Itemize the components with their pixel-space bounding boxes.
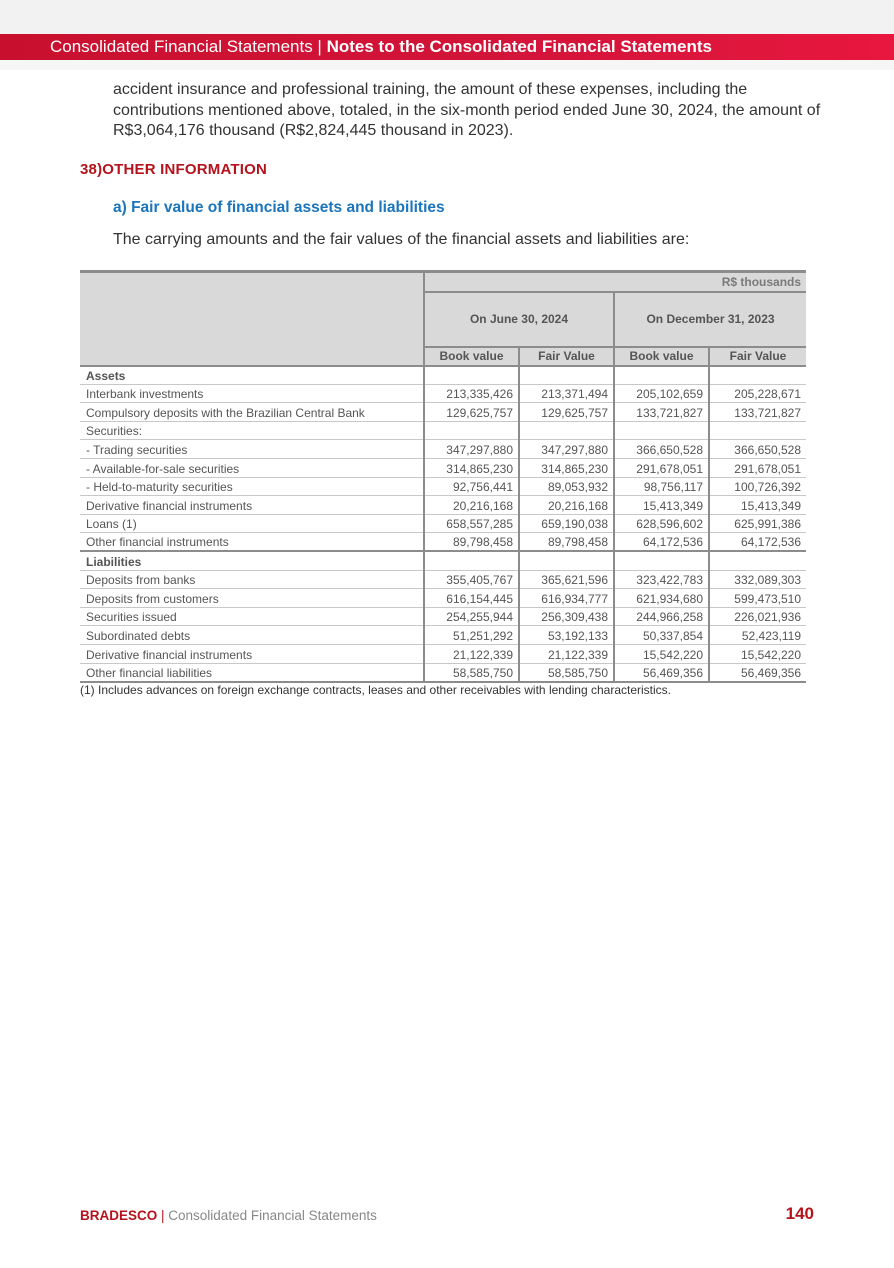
row-value: 355,405,767: [424, 570, 519, 589]
footer-brand: BRADESCO: [80, 1208, 158, 1223]
row-label: Other financial instruments: [80, 533, 424, 552]
row-value: [519, 551, 614, 570]
table-row: [80, 421, 806, 440]
row-value: 213,371,494: [519, 384, 614, 403]
header-subsection: Notes to the Consolidated Financial Statements: [326, 37, 712, 56]
period-header-dec-2023: On December 31, 2023: [614, 292, 806, 347]
row-label: - Available-for-sale securities: [80, 458, 424, 477]
row-value: 366,650,528: [709, 440, 806, 459]
row-label: Deposits from customers: [80, 589, 424, 608]
row-value: 599,473,510: [709, 589, 806, 608]
row-value: 89,053,932: [519, 477, 614, 496]
column-header: Book value: [614, 347, 709, 366]
period-header-june-2024: On June 30, 2024: [424, 292, 614, 347]
page-number: 140: [785, 1204, 814, 1223]
row-value: [424, 366, 519, 385]
row-label: - Trading securities: [80, 440, 424, 459]
sub-heading: a) Fair value of financial assets and liabilities: [113, 199, 445, 216]
table-row: [80, 384, 806, 403]
row-value: 658,557,285: [424, 514, 519, 533]
row-value: 129,625,757: [519, 403, 614, 422]
row-value: 616,934,777: [519, 589, 614, 608]
row-value: 52,423,119: [709, 626, 806, 645]
row-value: 226,021,936: [709, 607, 806, 626]
table-row: [80, 440, 806, 459]
column-header: Fair Value: [709, 347, 806, 366]
row-value: 616,154,445: [424, 589, 519, 608]
fair-value-table: [80, 270, 806, 683]
row-value: 659,190,038: [519, 514, 614, 533]
row-label: Compulsory deposits with the Brazilian Central Bank: [80, 403, 424, 422]
row-value: [709, 366, 806, 385]
row-value: 56,469,356: [709, 663, 806, 682]
row-value: 621,934,680: [614, 589, 709, 608]
row-value: 628,596,602: [614, 514, 709, 533]
row-value: [519, 421, 614, 440]
row-label: Subordinated debts: [80, 626, 424, 645]
table-row: [80, 477, 806, 496]
row-label: Assets: [80, 366, 424, 385]
table-row: [80, 533, 806, 552]
column-header: Fair Value: [519, 347, 614, 366]
row-value: 21,122,339: [519, 644, 614, 663]
row-label: Derivative financial instruments: [80, 644, 424, 663]
table-row: [80, 514, 806, 533]
row-value: 58,585,750: [424, 663, 519, 682]
row-value: 56,469,356: [614, 663, 709, 682]
page-header: [0, 34, 894, 60]
intro-paragraph: accident insurance and professional training, the amount of these expenses, including the contributions mentioned above, totaled, in the six-month period ended June 30, 2024, the amount of R$3,064,176 thousand (R$2,824,445 thousand in 2023).: [113, 81, 821, 139]
row-value: 50,337,854: [614, 626, 709, 645]
row-value: 314,865,230: [519, 458, 614, 477]
row-label: Deposits from banks: [80, 570, 424, 589]
row-value: 100,726,392: [709, 477, 806, 496]
row-value: 51,251,292: [424, 626, 519, 645]
row-label: Liabilities: [80, 551, 424, 570]
table-row: [80, 589, 806, 608]
row-value: 291,678,051: [614, 458, 709, 477]
row-value: 314,865,230: [424, 458, 519, 477]
row-value: [614, 366, 709, 385]
row-value: 332,089,303: [709, 570, 806, 589]
table-footnote: (1) Includes advances on foreign exchange contracts, leases and other receivables with lending characteristics.: [80, 683, 671, 697]
row-value: 366,650,528: [614, 440, 709, 459]
row-value: 244,966,258: [614, 607, 709, 626]
row-value: 213,335,426: [424, 384, 519, 403]
table-body: [80, 366, 806, 682]
row-value: 256,309,438: [519, 607, 614, 626]
row-value: [709, 551, 806, 570]
row-value: 89,798,458: [519, 533, 614, 552]
row-value: 15,413,349: [709, 496, 806, 515]
row-value: 20,216,168: [424, 496, 519, 515]
table-row: [80, 570, 806, 589]
row-value: 291,678,051: [709, 458, 806, 477]
row-label: Other financial liabilities: [80, 663, 424, 682]
row-value: 15,413,349: [614, 496, 709, 515]
row-value: 347,297,880: [424, 440, 519, 459]
row-value: 98,756,117: [614, 477, 709, 496]
table-row: [80, 663, 806, 682]
row-value: [614, 551, 709, 570]
table-row: [80, 403, 806, 422]
section-heading: 38)OTHER INFORMATION: [80, 161, 268, 178]
row-value: 254,255,944: [424, 607, 519, 626]
row-value: 625,991,386: [709, 514, 806, 533]
row-value: 205,228,671: [709, 384, 806, 403]
row-value: 20,216,168: [519, 496, 614, 515]
footer-separator: |: [157, 1208, 169, 1223]
row-label: Securities issued: [80, 607, 424, 626]
row-value: 58,585,750: [519, 663, 614, 682]
row-value: 92,756,441: [424, 477, 519, 496]
row-value: 15,542,220: [614, 644, 709, 663]
row-value: 347,297,880: [519, 440, 614, 459]
table-row: [80, 644, 806, 663]
row-value: 64,172,536: [614, 533, 709, 552]
row-value: 53,192,133: [519, 626, 614, 645]
row-label: Loans (1): [80, 514, 424, 533]
footer-title: Consolidated Financial Statements: [168, 1208, 377, 1223]
row-value: [424, 551, 519, 570]
header-section: Consolidated Financial Statements: [50, 37, 313, 56]
row-value: 15,542,220: [709, 644, 806, 663]
row-value: [424, 421, 519, 440]
top-band: [0, 0, 894, 34]
row-label: Interbank investments: [80, 384, 424, 403]
table-row: [80, 458, 806, 477]
row-value: 365,621,596: [519, 570, 614, 589]
row-value: 129,625,757: [424, 403, 519, 422]
row-value: 133,721,827: [709, 403, 806, 422]
table-group-row: [80, 366, 806, 385]
lead-text: The carrying amounts and the fair values of the financial assets and liabilities are:: [113, 231, 690, 248]
row-value: 133,721,827: [614, 403, 709, 422]
row-value: 323,422,783: [614, 570, 709, 589]
header-shadow: [0, 60, 894, 70]
column-header: Book value: [424, 347, 519, 366]
table-row: [80, 626, 806, 645]
table-row: [80, 496, 806, 515]
table-group-row: [80, 551, 806, 570]
row-label: - Held-to-maturity securities: [80, 477, 424, 496]
row-value: 21,122,339: [424, 644, 519, 663]
page-footer: [80, 1208, 377, 1223]
table-row: [80, 607, 806, 626]
header-separator: |: [312, 37, 327, 56]
row-value: [709, 421, 806, 440]
row-label: Derivative financial instruments: [80, 496, 424, 515]
row-value: 64,172,536: [709, 533, 806, 552]
row-value: 89,798,458: [424, 533, 519, 552]
row-value: 205,102,659: [614, 384, 709, 403]
row-value: [614, 421, 709, 440]
row-label: Securities:: [80, 421, 424, 440]
row-value: [519, 366, 614, 385]
table-unit-label: R$ thousands: [424, 272, 806, 292]
table-header-blank: [80, 272, 424, 366]
